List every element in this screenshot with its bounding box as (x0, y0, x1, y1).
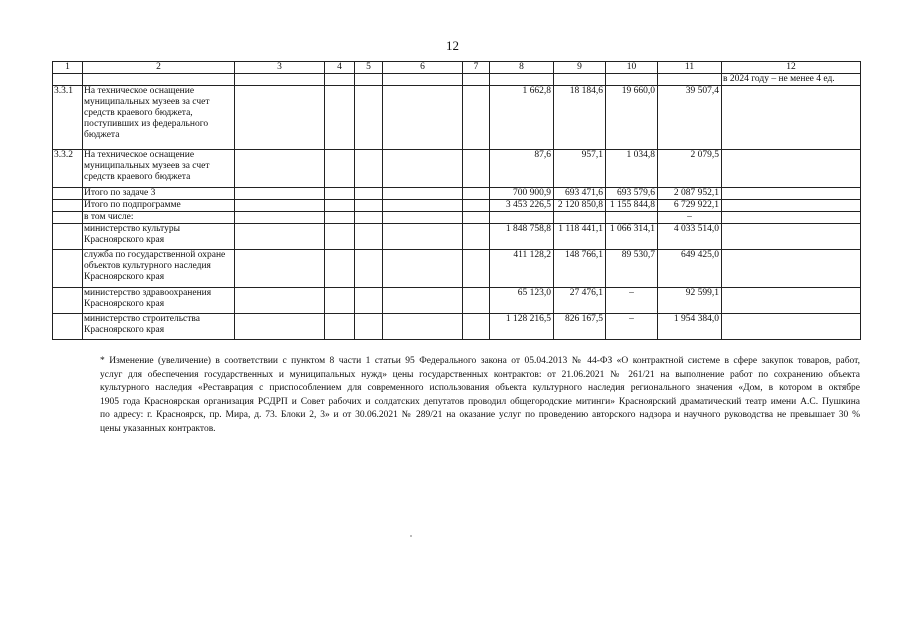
table-cell: – (606, 314, 658, 340)
table-cell (658, 74, 722, 86)
table-cell: 1 662,8 (490, 86, 554, 150)
table-cell (355, 150, 383, 188)
column-header: 9 (554, 62, 606, 74)
page-number: 12 (446, 38, 459, 53)
table-cell (235, 224, 325, 250)
table-cell: 3.3.2 (53, 150, 83, 188)
table-cell: 3 453 226,5 (490, 200, 554, 212)
table-cell: 1 848 758,8 (490, 224, 554, 250)
table-cell (355, 200, 383, 212)
table-cell: 1 954 384,0 (658, 314, 722, 340)
table-cell: Итого по подпрограмме (83, 200, 235, 212)
table-cell (722, 212, 861, 224)
table-cell: Итого по задаче 3 (83, 188, 235, 200)
table-cell (463, 250, 490, 288)
table-cell (463, 314, 490, 340)
table-cell (53, 200, 83, 212)
table-cell: 19 660,0 (606, 86, 658, 150)
table-cell: 89 530,7 (606, 250, 658, 288)
table-cell: 693 471,6 (554, 188, 606, 200)
table-cell: в 2024 году – не менее 4 ед. (722, 74, 861, 86)
table-cell: 1 066 314,1 (606, 224, 658, 250)
table-cell (235, 188, 325, 200)
table-cell (325, 188, 355, 200)
table-cell (355, 212, 383, 224)
table-row (53, 188, 861, 200)
table-cell (606, 212, 658, 224)
program-table (52, 61, 861, 340)
table-cell (325, 200, 355, 212)
table-cell: 1 118 441,1 (554, 224, 606, 250)
table-cell (463, 212, 490, 224)
table-row (53, 314, 861, 340)
table-cell (383, 288, 463, 314)
table-cell: На техническое оснащение муниципальных музеев за счет средств краевого бюджета (83, 150, 235, 188)
table-cell (235, 150, 325, 188)
table-cell (53, 74, 83, 86)
table-cell: 6 729 922,1 (658, 200, 722, 212)
table-row (53, 224, 861, 250)
table-row (53, 212, 861, 224)
table-cell (53, 314, 83, 340)
table-cell: 92 599,1 (658, 288, 722, 314)
table-cell (383, 200, 463, 212)
table-cell (235, 314, 325, 340)
column-header: 6 (383, 62, 463, 74)
table-cell (325, 86, 355, 150)
column-header: 1 (53, 62, 83, 74)
table-cell (383, 250, 463, 288)
table-cell: 957,1 (554, 150, 606, 188)
table-cell (235, 212, 325, 224)
column-header: 12 (722, 62, 861, 74)
table-cell: 826 167,5 (554, 314, 606, 340)
table-cell: 693 579,6 (606, 188, 658, 200)
table-cell (355, 74, 383, 86)
table-cell (325, 314, 355, 340)
table-cell (463, 150, 490, 188)
footnote-line: 1905 года Красноярская организация РСДРП и Совет рабочих и солдатских депутатов проводил общегородские митинги» Красноярский драматический театр имени А.С. Пушкина (100, 396, 860, 407)
table-cell: 27 476,1 (554, 288, 606, 314)
table-cell (383, 224, 463, 250)
table-cell (463, 86, 490, 150)
table-cell (53, 212, 83, 224)
table-cell: служба по государственной охране объектов культурного наследия Красноярского края (83, 250, 235, 288)
footnote-line: цены указанных контрактов. (100, 423, 216, 434)
column-header: 5 (355, 62, 383, 74)
column-header: 8 (490, 62, 554, 74)
table-cell (554, 74, 606, 86)
table-cell: 1 034,8 (606, 150, 658, 188)
column-header: 7 (463, 62, 490, 74)
table-cell: 649 425,0 (658, 250, 722, 288)
table-cell: 1 128 216,5 (490, 314, 554, 340)
table-cell: 700 900,9 (490, 188, 554, 200)
table-cell: 1 155 844,8 (606, 200, 658, 212)
table-cell: 18 184,6 (554, 86, 606, 150)
table-cell (383, 74, 463, 86)
table-cell (235, 250, 325, 288)
table-cell: – (658, 212, 722, 224)
table-cell: 39 507,4 (658, 86, 722, 150)
table-cell (325, 250, 355, 288)
table-cell (606, 74, 658, 86)
footnote (100, 355, 860, 436)
table-cell (325, 224, 355, 250)
table-cell (722, 188, 861, 200)
table-row (53, 86, 861, 150)
table-cell (722, 150, 861, 188)
table-cell (355, 288, 383, 314)
table-cell (355, 86, 383, 150)
table-cell (463, 74, 490, 86)
table-cell (355, 314, 383, 340)
table-cell (235, 288, 325, 314)
table-cell (235, 86, 325, 150)
table-cell (325, 212, 355, 224)
table-cell: министерство культуры Красноярского края (83, 224, 235, 250)
table-cell (325, 150, 355, 188)
footnote-line: культурного наследия «Реставрация с приспособлением для современного использования объекта культурного наследия регионального значения «Дом, в котором в октябре (100, 383, 860, 393)
table-cell: 411 128,2 (490, 250, 554, 288)
table-cell (554, 212, 606, 224)
table-cell (722, 86, 861, 150)
table-cell: министерство строительства Красноярского края (83, 314, 235, 340)
table-cell (383, 86, 463, 150)
table-cell (490, 212, 554, 224)
table-cell (83, 74, 235, 86)
table-cell: 4 033 514,0 (658, 224, 722, 250)
table-cell: 65 123,0 (490, 288, 554, 314)
table-cell (722, 250, 861, 288)
table-row (53, 150, 861, 188)
column-header: 3 (235, 62, 325, 74)
table-cell (355, 188, 383, 200)
table-cell (53, 188, 83, 200)
table-cell (235, 200, 325, 212)
table-cell (383, 188, 463, 200)
table-cell (53, 288, 83, 314)
footnote-line: услуг для обеспечения государственных и муниципальных нужд» цены государственных контрактов: от 21.06.2021 № 261/21 на выполнение работ по сохранению объекта (100, 369, 860, 380)
table-cell (325, 74, 355, 86)
footnote-line: * Изменение (увеличение) в соответствии с пунктом 8 части 1 статьи 95 Федерального закона от 05.04.2013 № 44-ФЗ «О контрактной системе в сфере закупок товаров, работ, (100, 356, 860, 366)
table-cell: 87,6 (490, 150, 554, 188)
table-cell (53, 250, 83, 288)
table-cell: 148 766,1 (554, 250, 606, 288)
table-cell (463, 224, 490, 250)
table-cell (53, 224, 83, 250)
table-cell: 2 079,5 (658, 150, 722, 188)
column-header: 10 (606, 62, 658, 74)
table-cell (325, 288, 355, 314)
table-cell (463, 188, 490, 200)
column-header: 11 (658, 62, 722, 74)
column-header: 2 (83, 62, 235, 74)
table-cell (383, 212, 463, 224)
table-header-row (53, 62, 861, 74)
table-cell (383, 150, 463, 188)
table-cell (490, 74, 554, 86)
table-row (53, 288, 861, 314)
table-cell: – (606, 288, 658, 314)
table-cell: На техническое оснащение муниципальных музеев за счет средств краевого бюджета, поступивших из федерального бюджета (83, 86, 235, 150)
table-cell: в том числе: (83, 212, 235, 224)
table-row (53, 250, 861, 288)
table-cell: 2 087 952,1 (658, 188, 722, 200)
table-cell (722, 288, 861, 314)
table-cell (355, 250, 383, 288)
table-cell (722, 224, 861, 250)
table-row (53, 200, 861, 212)
table-cell (463, 288, 490, 314)
table-cell (235, 74, 325, 86)
table-cell (722, 200, 861, 212)
table-cell (722, 314, 861, 340)
table-cell (383, 314, 463, 340)
table-cell (463, 200, 490, 212)
footnote-line: по адресу: г. Красноярск, пр. Мира, д. 73. Блоки 2, 3» и от 30.06.2021 № 289/21 на оказание услуг по проведению авторского надзора и научного руководства не превышает 30 % (100, 410, 860, 420)
table-row (53, 74, 861, 86)
table-cell: 2 120 850,8 (554, 200, 606, 212)
column-header: 4 (325, 62, 355, 74)
table-cell: министерство здравоохранения Красноярского края (83, 288, 235, 314)
table-cell: 3.3.1 (53, 86, 83, 150)
scan-speck (410, 535, 412, 537)
table-cell (355, 224, 383, 250)
